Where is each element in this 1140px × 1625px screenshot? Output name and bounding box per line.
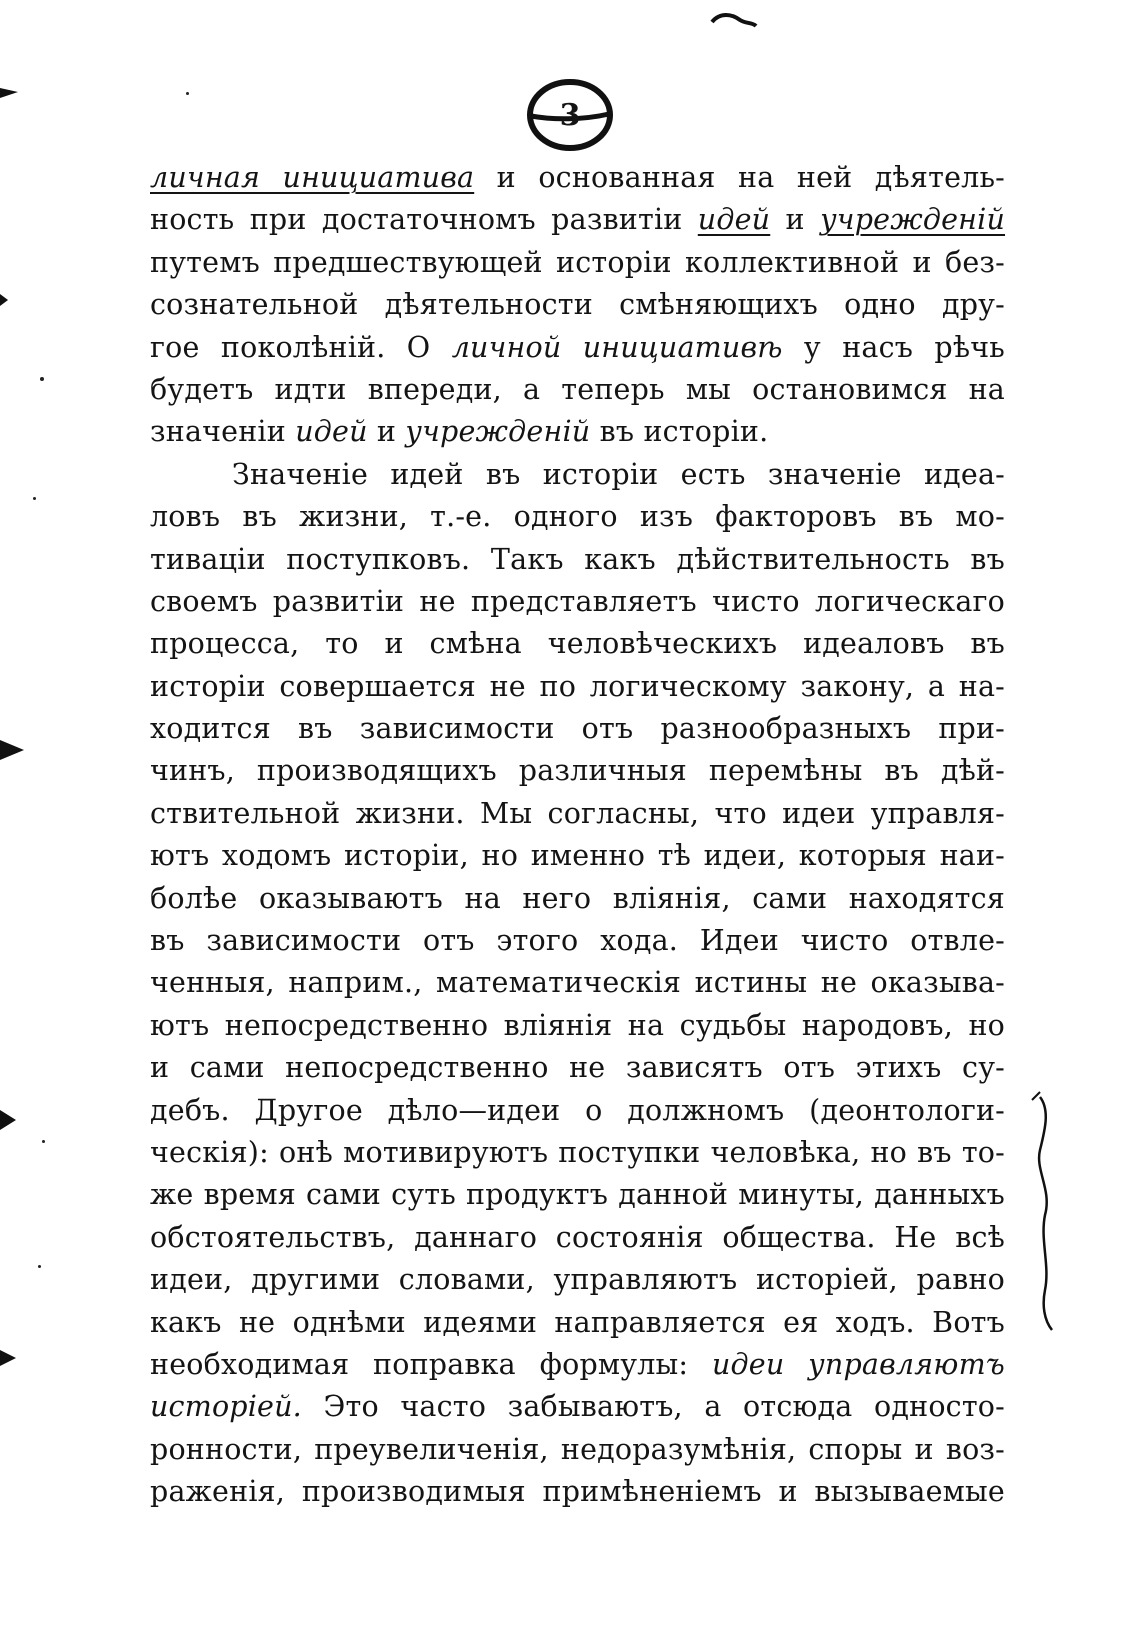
- text-segment: какъ не однѣми идеями направляется ея ходъ. Вотъ: [150, 1305, 1005, 1339]
- speck: [42, 1140, 45, 1143]
- text-line: [150, 411, 1005, 453]
- text-segment: и основанная на ней дѣятель-: [474, 161, 1005, 194]
- text-line: [150, 1386, 1005, 1428]
- text-line: [150, 1471, 1005, 1513]
- text-segment: и сами непосредственно не зависятъ отъ этихъ су-: [150, 1051, 1005, 1085]
- speck: [186, 92, 189, 95]
- text-segment: ходится въ зависимости отъ разнообразныхъ при-: [150, 712, 1005, 746]
- body-text: [150, 157, 1005, 1514]
- speck: [40, 377, 44, 381]
- text-line: [150, 454, 1005, 496]
- text-segment: гое поколѣній. О: [150, 330, 452, 364]
- text-segment: ность при достаточномъ развитіи: [150, 203, 698, 237]
- text-segment: Это часто забываютъ, а отсюда односто-: [301, 1390, 1005, 1424]
- speck: [33, 497, 36, 500]
- text-line: [150, 623, 1005, 665]
- page-number: 3: [559, 97, 581, 133]
- text-segment: исторіи совершается не по логическому закону, а на-: [150, 669, 1005, 703]
- text-line: [150, 1429, 1005, 1471]
- text-segment: сознательной дѣятельности смѣняющихъ одно дру-: [150, 288, 1005, 322]
- text-line: [150, 496, 1005, 538]
- emphasized-text: идей: [697, 203, 771, 237]
- text-segment: болѣе оказываютъ на него вліянія, сами находятся: [150, 881, 1005, 915]
- text-segment: у насъ рѣчь: [782, 330, 1006, 364]
- emphasized-text: идей: [295, 415, 368, 449]
- text-line: [150, 1217, 1005, 1259]
- emphasized-text: учрежденій: [405, 415, 591, 449]
- text-line: [150, 1174, 1005, 1216]
- emphasized-text: личная инициатива: [150, 161, 475, 194]
- text-line: [150, 1005, 1005, 1047]
- text-line: [150, 369, 1005, 411]
- speck: [38, 1265, 41, 1268]
- text-segment: въ исторіи.: [590, 415, 769, 449]
- emphasized-text: учрежденій: [820, 203, 1006, 237]
- text-segment: раженія, производимыя примѣненіемъ и вызываемые: [150, 1475, 1005, 1509]
- text-line: [150, 666, 1005, 708]
- text-segment: въ зависимости отъ этого хода. Идеи чисто отвле-: [150, 924, 1005, 958]
- text-segment: ютъ непосредственно вліянія на судьбы народовъ, но: [150, 1008, 1005, 1042]
- text-segment: путемъ предшествующей исторіи коллективной и без-: [150, 245, 1005, 279]
- text-segment: ловъ въ жизни, т.-е. одного изъ факторовъ въ мо-: [150, 500, 1005, 534]
- text-segment: идеи, другими словами, управляютъ исторіей, равно: [150, 1263, 1005, 1297]
- emphasized-text: личной инициативѣ: [451, 330, 783, 364]
- text-line: [150, 1047, 1005, 1089]
- emphasized-text: идеи управляютъ: [711, 1347, 1005, 1381]
- text-segment: чинъ, производящихъ различныя перемѣны въ дѣй-: [150, 754, 1005, 788]
- emphasized-text: исторіей.: [150, 1390, 302, 1424]
- text-segment: же время сами суть продуктъ данной минуты, данныхъ: [150, 1178, 1005, 1212]
- text-segment: ченныя, наприм., математическія истины не оказыва-: [150, 966, 1005, 1000]
- text-line: [150, 962, 1005, 1004]
- text-line: [150, 1132, 1005, 1174]
- text-segment: обстоятельствъ, даннаго состоянія общества. Не всѣ: [150, 1220, 1005, 1254]
- text-line: [150, 1302, 1005, 1344]
- text-segment: дебъ. Другое дѣло—идеи о должномъ (деонтологи-: [150, 1093, 1005, 1127]
- text-line: [150, 1259, 1005, 1301]
- text-line: [150, 835, 1005, 877]
- text-line: [150, 327, 1005, 369]
- text-segment: Значеніе идей въ исторіи есть значеніе идеа-: [232, 457, 1005, 491]
- text-line: [150, 920, 1005, 962]
- text-segment: ствительной жизни. Мы согласны, что идеи управля-: [150, 796, 1005, 830]
- text-segment: ютъ ходомъ исторіи, но именно тѣ идеи, которыя наи-: [150, 839, 1005, 873]
- text-line: [150, 750, 1005, 792]
- text-segment: процесса, то и смѣна человѣческихъ идеаловъ въ: [150, 627, 1005, 661]
- text-line: [150, 793, 1005, 835]
- text-line: [150, 1344, 1005, 1386]
- text-line: [150, 1090, 1005, 1132]
- text-line: [150, 157, 1005, 199]
- text-line: [150, 581, 1005, 623]
- text-segment: своемъ развитіи не представляетъ чисто логическаго: [150, 584, 1005, 618]
- text-segment: и: [367, 415, 406, 449]
- text-segment: тиваціи поступковъ. Такъ какъ дѣйствительность въ: [150, 542, 1005, 576]
- text-line: [150, 878, 1005, 920]
- text-line: [150, 242, 1005, 284]
- text-segment: и: [770, 203, 821, 237]
- text-segment: будетъ идти впереди, а теперь мы остановимся на: [150, 372, 1005, 406]
- text-segment: необходимая поправка формулы:: [150, 1347, 712, 1381]
- text-line: [150, 539, 1005, 581]
- text-line: [150, 199, 1005, 241]
- text-line: [150, 284, 1005, 326]
- text-line: [150, 708, 1005, 750]
- text-segment: ческія): онѣ мотивируютъ поступки человѣка, но въ то-: [150, 1135, 1005, 1169]
- text-segment: значеніи: [150, 415, 296, 449]
- text-segment: ронности, преувеличенія, недоразумѣнія, споры и воз-: [150, 1432, 1005, 1466]
